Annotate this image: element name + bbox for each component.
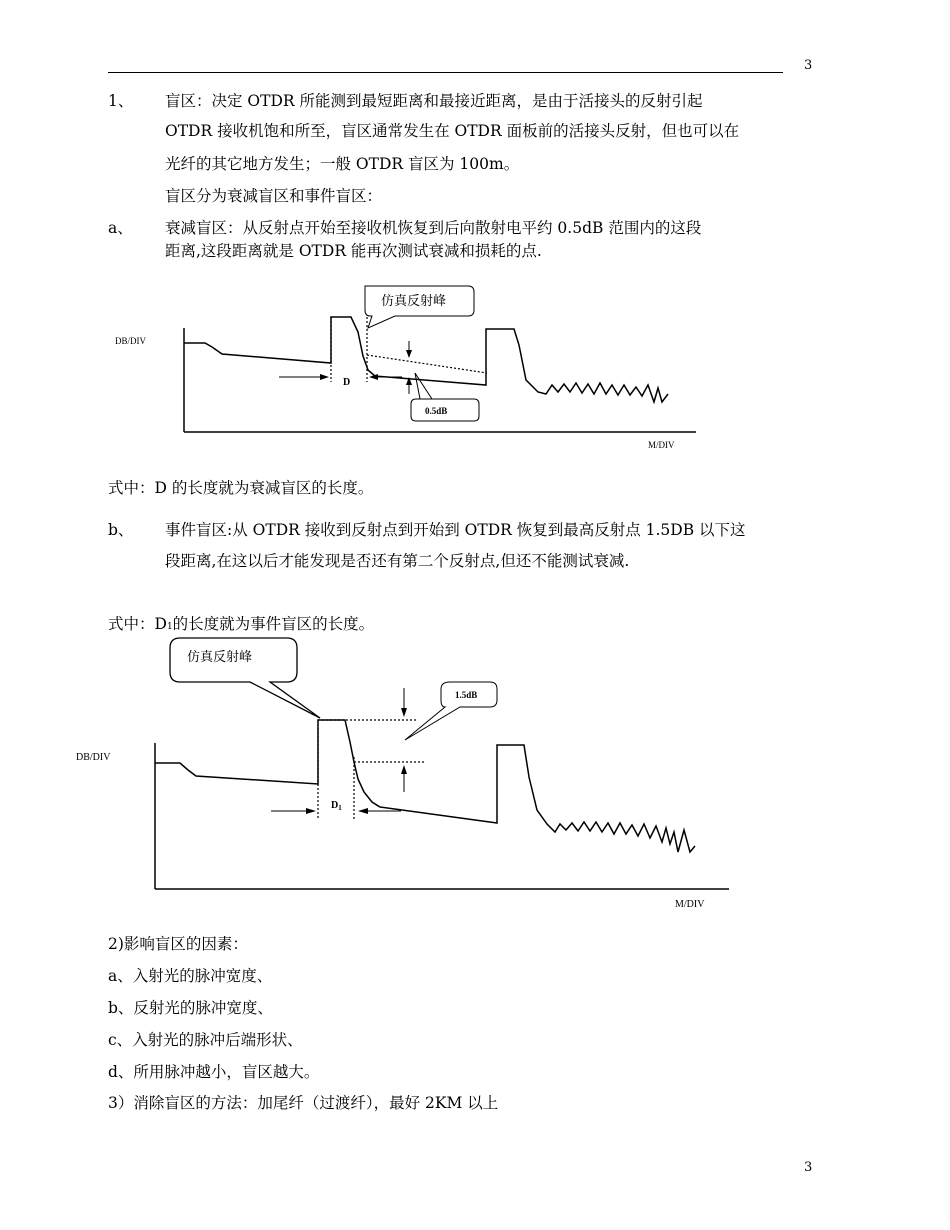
callout-text: 仿真反射峰 — [187, 649, 253, 664]
figure-event-dead-zone — [0, 632, 950, 917]
item-a-label: a、 — [108, 219, 133, 237]
remedy: 3）消除盲区的方法：加尾纤（过渡纤），最好 2KM 以上 — [108, 1094, 499, 1112]
factors-heading: 2)影响盲区的因素： — [108, 935, 248, 953]
db-arrow-down — [401, 708, 407, 717]
callout-text: 仿真反射峰 — [381, 293, 447, 308]
otdr-trace — [155, 720, 695, 852]
x-axis-label: M/DIV — [675, 899, 705, 910]
section-line-1: 盲区：决定 OTDR 所能测到最短距离和最接近距离，是由于活接头的反射引起 — [165, 92, 703, 110]
d-arrow-left — [306, 808, 316, 814]
section-line-2: OTDR 接收机饱和所至，盲区通常发生在 OTDR 面板前的活接头反射，但也可以在 — [165, 122, 740, 140]
y-axis-label: DB/DIV — [115, 336, 146, 346]
factor-c: c、入射光的脉冲后端形状、 — [108, 1031, 303, 1049]
section-line-3: 光纤的其它地方发生；一般 OTDR 盲区为 100m。 — [165, 155, 520, 173]
section-line-4: 盲区分为衰减盲区和事件盲区： — [165, 187, 383, 205]
factor-b: b、反射光的脉冲宽度、 — [108, 999, 273, 1017]
y-axis-label: DB/DIV — [76, 752, 111, 763]
db-label: 0.5dB — [425, 406, 448, 416]
header-page-number: 3 — [804, 58, 813, 73]
db-callout-bubble — [405, 682, 497, 740]
d-label: $D_1$ — [331, 800, 342, 812]
db-label: 1.5dB — [455, 690, 478, 700]
db-arrow-down — [406, 350, 412, 358]
item-b-line-1: 事件盲区:从 OTDR 接收到反射点到开始到 OTDR 恢复到最高反射点 1.5DB 以下这 — [165, 521, 746, 539]
backscatter-extension — [367, 355, 487, 373]
d-arrow-right — [358, 808, 368, 814]
item-a-line-2: 距离,这段距离就是 OTDR 能再次测试衰减和损耗的点. — [165, 242, 542, 260]
section-number: 1、 — [108, 92, 134, 110]
footer-page-number: 3 — [804, 1160, 813, 1175]
item-b-line-2: 段距离,在这以后才能发现是否还有第二个反射点,但还不能测试衰减. — [165, 552, 630, 570]
item-b-label: b、 — [108, 521, 134, 539]
caption-2: 式中：D1的长度就为事件盲区的长度。 — [108, 615, 375, 633]
figure-attenuation-dead-zone — [0, 270, 950, 460]
factor-d: d、所用脉冲越小，盲区越大。 — [108, 1063, 320, 1081]
factor-a: a、入射光的脉冲宽度、 — [108, 967, 273, 985]
item-a-line-1: 衰减盲区：从反射点开始至接收机恢复到后向散射电平约 0.5dB 范围内的这段 — [165, 219, 702, 237]
x-axis-label: M/DIV — [648, 440, 675, 450]
header-rule — [108, 72, 783, 73]
d-label: D — [343, 377, 351, 388]
db-arrow-up — [401, 765, 407, 774]
d-arrow-left — [320, 374, 329, 380]
caption-1: 式中：D 的长度就为衰减盲区的长度。 — [108, 479, 374, 497]
